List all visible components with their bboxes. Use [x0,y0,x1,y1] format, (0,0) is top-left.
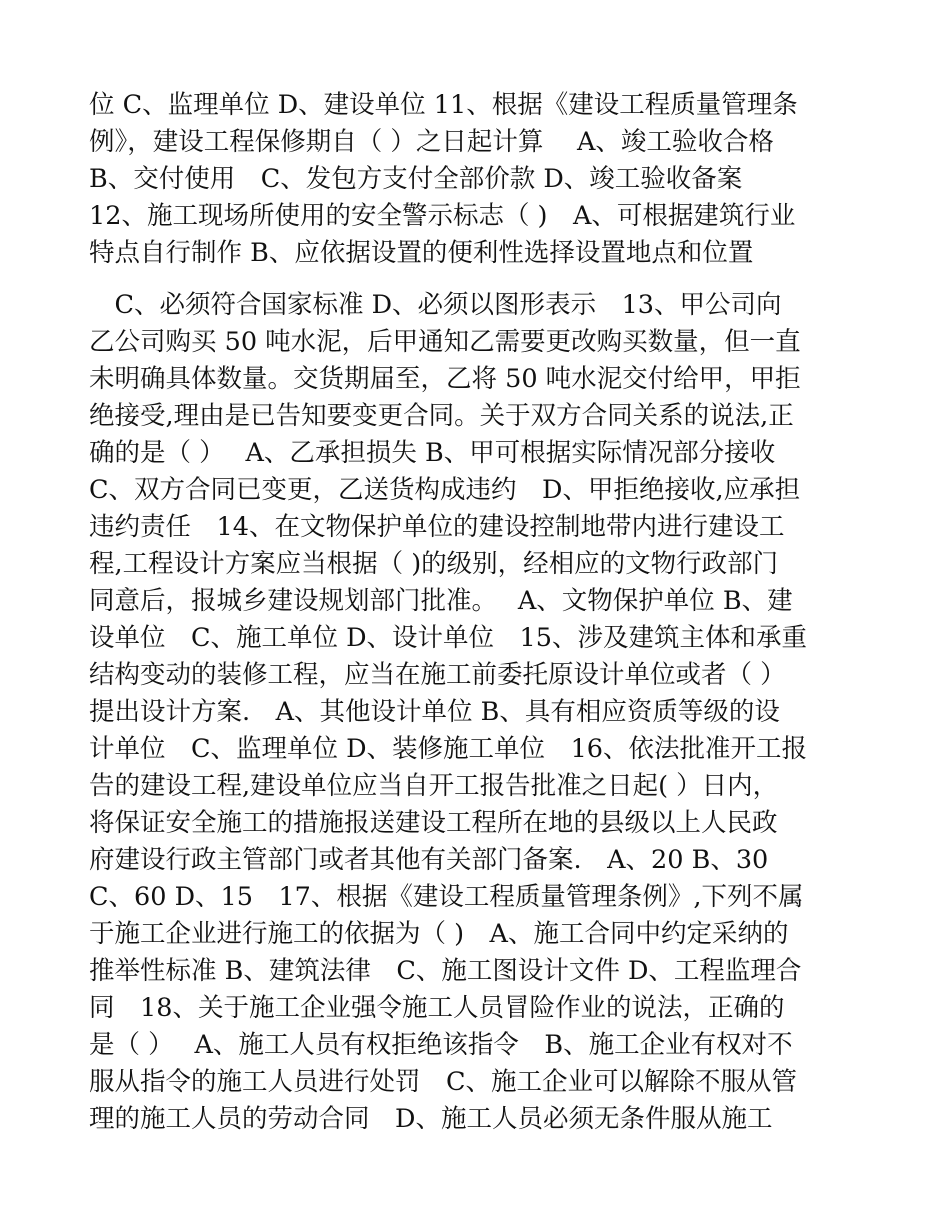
text-line-20: 将保证安全施工的措施报送建设工程所在地的县级以上人民政 [89,808,778,838]
text-line-24: 推举性标准 B、建筑法律 C、施工图设计文件 D、工程监理合 [89,956,802,986]
text-line-8: 未明确具体数量。交货期届至，乙将 50 吨水泥交付给甲，甲拒 [89,364,801,394]
text-line-17: 提出设计方案. A、其他设计单位 B、具有相应资质等级的设 [89,697,780,727]
text-line-14: 同意后，报城乡建设规划部门批准。 A、文物保护单位 B、建 [89,586,793,616]
text-line-6: C、必须符合国家标准 D、必须以图形表示 13、甲公司向 [89,290,782,320]
text-line-1: 位 C、监理单位 D、建设单位 11、根据《建设工程质量管理条 [89,90,798,120]
text-line-27: 服从指令的施工人员进行处罚 C、施工企业可以解除不服从管 [89,1067,798,1097]
text-line-7: 乙公司购买 50 吨水泥，后甲通知乙需要更改购买数量，但一直 [89,327,801,357]
text-line-26: 是（ ） A、施工人员有权拒绝该指令 B、施工企业有权对不 [89,1030,793,1060]
text-line-19: 告的建设工程,建设单位应当自开工报告批准之日起( ）日内， [89,771,779,801]
text-line-5: 特点自行制作 B、应依据设置的便利性选择设置地点和位置 [89,238,754,268]
text-line-28: 理的施工人员的劳动合同 D、施工人员必须无条件服从施工 [89,1104,773,1134]
text-line-4: 12、施工现场所使用的安全警示标志（ ) A、可根据建筑行业 [89,201,796,231]
text-line-25: 同 18、关于施工企业强令施工人员冒险作业的说法，正确的 [89,993,785,1023]
text-line-22: C、60 D、15 17、根据《建设工程质量管理条例》,下列不属 [89,882,804,912]
text-line-21: 府建设行政主管部门或者其他有关部门备案. A、20 B、30 [89,845,769,875]
text-line-2: 例》，建设工程保修期自（ ）之日起计算 A、竣工验收合格 [89,127,774,157]
text-line-15: 设单位 C、施工单位 D、设计单位 15、涉及建筑主体和承重 [89,623,808,653]
text-line-23: 于施工企业进行施工的依据为（ ) A、施工合同中约定采纳的 [89,919,789,949]
text-line-10: 确的是（ ） A、乙承担损失 B、甲可根据实际情况部分接收 [89,438,776,468]
text-line-12: 违约责任 14、在文物保护单位的建设控制地带内进行建设工 [89,512,785,542]
text-line-16: 结构变动的装修工程，应当在施工前委托原设计单位或者（ ） [89,660,786,690]
text-line-18: 计单位 C、监理单位 D、装修施工单位 16、依法批准开工报 [89,734,808,764]
text-line-13: 程,工程设计方案应当根据（ )的级别，经相应的文物行政部门 [89,549,779,579]
text-line-9: 绝接受,理由是已告知要变更合同。关于双方合同关系的说法,正 [89,401,794,431]
text-line-3: B、交付使用 C、发包方支付全部价款 D、竣工验收备案 [89,164,743,194]
text-line-11: C、双方合同已变更，乙送货构成违约 D、甲拒绝接收,应承担 [89,475,801,505]
